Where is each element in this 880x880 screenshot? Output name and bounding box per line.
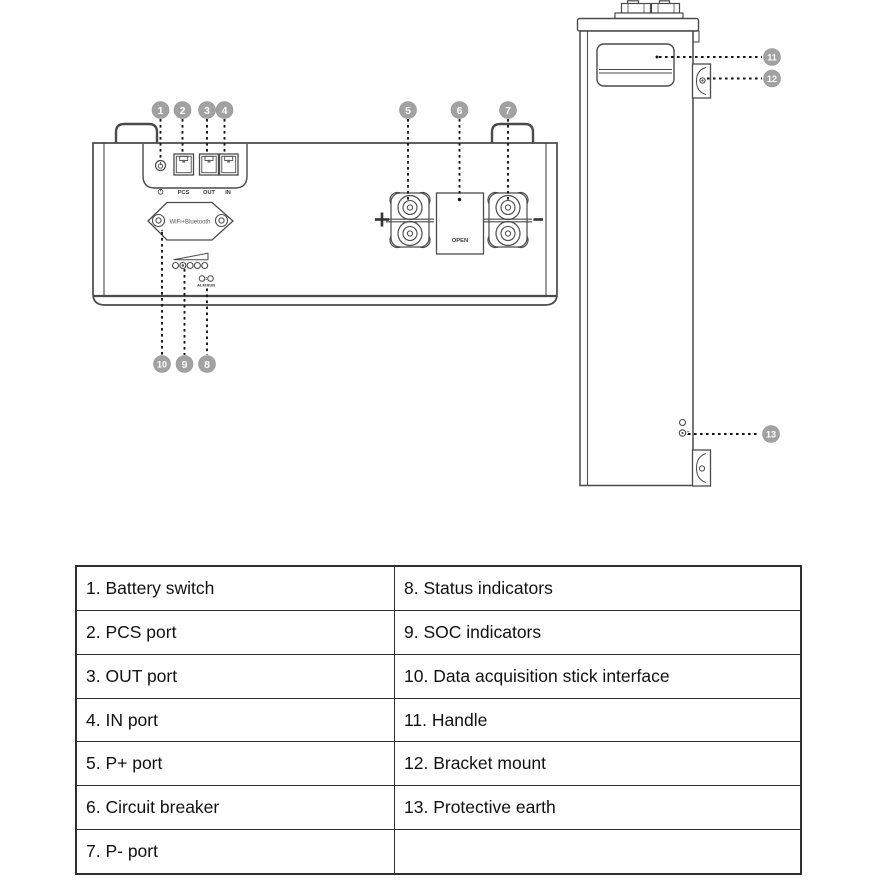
side-view	[578, 1, 763, 486]
legend-cell-right: 8. Status indicators	[404, 577, 553, 598]
legend-cell-left: 6. Circuit breaker	[77, 786, 395, 829]
svg-text:12: 12	[766, 73, 778, 84]
open-label: OPEN	[451, 238, 469, 244]
circuit-breaker	[437, 193, 484, 254]
svg-text:3: 3	[204, 104, 210, 117]
callout-5	[400, 102, 417, 119]
table-row	[77, 610, 800, 654]
svg-text:9: 9	[181, 358, 188, 371]
table-row	[77, 654, 800, 698]
wifi-bluetooth-label: WiFi+Bluetooth	[169, 219, 211, 226]
callout-10	[154, 356, 171, 373]
out-port	[200, 154, 219, 175]
table-row	[77, 741, 800, 785]
svg-text:8: 8	[204, 358, 210, 371]
legend-cell-left: 4. IN port	[77, 699, 395, 742]
table-row	[77, 829, 800, 873]
legend-table	[75, 565, 802, 875]
side-top-cap	[578, 19, 699, 32]
svg-text:7: 7	[505, 104, 511, 117]
handle	[597, 44, 674, 86]
top-terminals	[615, 1, 683, 19]
legend-cell-left: 7. P- port	[77, 830, 395, 873]
legend-cell-right: 9. SOC indicators	[404, 621, 542, 642]
table-row	[77, 567, 800, 610]
table-row	[77, 698, 800, 742]
legend-cell-left: 5. P+ port	[77, 742, 395, 785]
callout-13	[763, 426, 780, 443]
svg-text:13: 13	[765, 429, 777, 440]
callout-2	[174, 102, 191, 119]
legend-cell-right: 11. Handle	[404, 709, 488, 730]
callout-6	[451, 102, 468, 119]
callout-1	[152, 102, 169, 119]
legend-cell-right: 10. Data acquisition stick interface	[404, 665, 670, 686]
bracket-mount-top	[693, 64, 711, 98]
svg-text:5: 5	[405, 104, 411, 117]
svg-text:4: 4	[221, 104, 228, 117]
run-label: RUN	[206, 282, 216, 288]
alm-label: ALM	[197, 282, 206, 288]
in-label: IN	[225, 190, 231, 196]
svg-text:11: 11	[767, 52, 777, 63]
callout-3	[199, 102, 216, 119]
svg-text:2: 2	[179, 104, 186, 117]
callout-4	[216, 102, 233, 119]
pcs-port	[174, 154, 194, 175]
callout-7	[500, 102, 517, 119]
pcs-label: PCS	[177, 190, 190, 196]
callout-9	[176, 356, 193, 373]
bracket-mount-bottom	[693, 450, 711, 486]
legend-cell-right: 12. Bracket mount	[404, 753, 547, 774]
legend-cell-left: 1. Battery switch	[77, 567, 395, 610]
callout-8	[199, 356, 216, 373]
side-body	[580, 31, 693, 486]
table-row	[77, 785, 800, 829]
front-handle-right-icon	[492, 124, 533, 143]
legend-cell-right	[395, 830, 800, 873]
callout-12	[764, 70, 781, 87]
legend-cell-left: 2. PCS port	[77, 611, 395, 654]
callout-11	[764, 49, 781, 66]
svg-text:6: 6	[456, 104, 463, 117]
legend-cell-right: 13. Protective earth	[404, 797, 556, 818]
front-handle-left-icon	[116, 124, 157, 143]
out-label: OUT	[203, 190, 215, 196]
front-view	[93, 119, 557, 355]
svg-text:1: 1	[157, 104, 164, 117]
legend-cell-left: 3. OUT port	[77, 655, 395, 698]
in-port	[220, 154, 239, 175]
svg-text:10: 10	[156, 359, 168, 370]
